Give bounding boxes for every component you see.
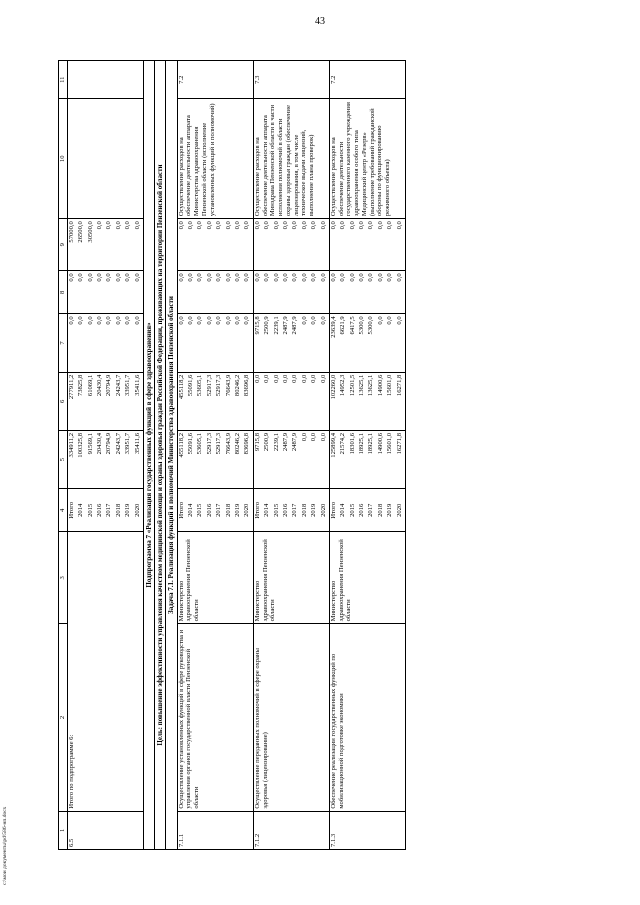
other-sources-cell: 0,0 0,0 0,0 0,0 0,0 0,0 0,0 0,0 xyxy=(329,219,405,271)
local-budget-cell: 0,0 0,0 0,0 0,0 0,0 0,0 0,0 0,0 xyxy=(67,271,143,314)
col-num-9: 9 xyxy=(59,219,68,271)
col-num-10: 10 xyxy=(59,99,68,219)
years-cell: Итого 2014 2015 2016 2017 2018 2019 2020 xyxy=(329,489,405,532)
other-sources-cell: 57000,0 26500,0 30500,0 0,0 0,0 0,0 0,0 0,0 xyxy=(67,219,143,271)
col-num-3: 3 xyxy=(59,532,68,624)
footer-file-path: c:\мои документы\pd\586-нп.docx xyxy=(2,806,8,885)
indicator-cell: 7.2 xyxy=(329,61,405,99)
result-cell: Осуществление расходов на обеспечение деятельности государственного казенного учреждения здравоохранения особого типа Медицинский центр «Резерв» (выполнение требований гражданской обороны по функционированию режимного объекта) xyxy=(329,99,405,219)
col-num-1: 1 xyxy=(59,811,68,849)
indicator-cell: 7.3 xyxy=(253,61,329,99)
col-num-8: 8 xyxy=(59,271,68,314)
col-num-6: 6 xyxy=(59,372,68,430)
rotated-table-container xyxy=(58,60,618,850)
local-budget-cell: 0,0 0,0 0,0 0,0 0,0 0,0 0,0 0,0 xyxy=(329,271,405,314)
measure-name: Осуществление переданных полномочий в сфере охраны здоровья (лицензирование) xyxy=(253,624,329,811)
executor: Министерство здравоохранения Пензенской области xyxy=(329,532,405,624)
row-number: 6.5 xyxy=(67,811,143,849)
total-funding-cell: 9715,8 2500,9 2239,1 2487,9 2487,9 0,0 0,0 0,0 xyxy=(253,430,329,488)
regional-budget-cell: 102260,0 14952,3 12501,5 13625,1 13625,1 14900,6 15601,0 16271,8 xyxy=(329,372,405,430)
table-row xyxy=(329,61,405,850)
total-funding-cell: 125899,4 21574,2 18301,6 18925,1 18925,1 14900,6 15601,0 16271,8 xyxy=(329,430,405,488)
regional-budget-cell: 277911,2 73825,8 61069,1 20430,4 20794,9 24243,7 33951,7 35411,6 xyxy=(67,372,143,430)
years-cell: Итого 2014 2015 2016 2017 2018 2019 2020 xyxy=(67,489,143,532)
years-cell: Итого 2014 2015 2016 2017 2018 2019 2020 xyxy=(253,489,329,532)
regional-budget-cell: 0,0 0,0 0,0 0,0 0,0 0,0 0,0 0,0 xyxy=(253,372,329,430)
table-row xyxy=(253,61,329,850)
measure-name: Осуществление установленных функций в сфере руководства и управления органов государственной власти Пензенской области xyxy=(177,624,253,811)
federal-budget-cell: 9715,8 2500,9 2239,1 2487,9 2487,9 0,0 0,0 0,0 xyxy=(253,314,329,372)
result-cell: Осуществление расходов на обеспечение деятельности аппарата Минздрава Пензенской области в части исполнения полномочий в области охраны здоровья граждан (обеспечение лицензирования, в том числе техническое выдачи лицензий, выполнение плана проверок) xyxy=(253,99,329,219)
goal-row xyxy=(155,61,166,850)
col-num-5: 5 xyxy=(59,430,68,488)
page-number: 43 xyxy=(315,16,325,27)
col-num-4: 4 xyxy=(59,489,68,532)
federal-budget-cell: 23639,4 6621,9 6417,5 5300,0 5300,0 0,0 0,0 0,0 xyxy=(329,314,405,372)
subprogram-6-total-row xyxy=(67,61,143,850)
executor: Министерство здравоохранения Пензенской области xyxy=(177,532,253,624)
goal-text: Цель: повышение эффективности управления качеством медицинской помощи и охраны здоровья граждан Российской Федерации, проживающих на территории Пензенской области xyxy=(155,61,166,850)
subprogram-title-row xyxy=(143,61,154,850)
measure-name: Обеспечение реализации государственных функций по мобилизационной подготовке экономики xyxy=(329,624,405,811)
task-text: Задача 7.1. Реализация функций и полномочий Министерства здравоохранения Пензенской области xyxy=(166,61,177,850)
col-num-2: 2 xyxy=(59,624,68,811)
total-funding-cell: 334911,2 100325,8 91569,1 20430,4 20794,9 24243,7 33951,7 35411,6 xyxy=(67,430,143,488)
regional-budget-cell: 455118,2 55091,6 53605,1 52917,3 52917,3 76643,9 80246,2 83696,8 xyxy=(177,372,253,430)
table-row xyxy=(177,61,253,850)
row-title: Итого по подпрограмме 6: xyxy=(67,532,143,811)
indicator-cell xyxy=(67,61,143,99)
other-sources-cell: 0,0 0,0 0,0 0,0 0,0 0,0 0,0 0,0 xyxy=(253,219,329,271)
federal-budget-cell: 0,0 0,0 0,0 0,0 0,0 0,0 0,0 0,0 xyxy=(177,314,253,372)
task-row xyxy=(166,61,177,850)
col-num-11: 11 xyxy=(59,61,68,99)
federal-budget-cell: 0,0 0,0 0,0 0,0 0,0 0,0 0,0 0,0 xyxy=(67,314,143,372)
program-table xyxy=(58,60,406,850)
executor: Министерство здравоохранения Пензенской области xyxy=(253,532,329,624)
column-number-row xyxy=(59,61,68,850)
result-cell: Осуществление расходов на обеспечение деятельности аппарата Министерства здравоохранения Пензенской области (исполнение установленных функций и полномочий) xyxy=(177,99,253,219)
indicator-cell: 7.2 xyxy=(177,61,253,99)
row-number: 7.1.3 xyxy=(329,811,405,849)
local-budget-cell: 0,0 0,0 0,0 0,0 0,0 0,0 0,0 0,0 xyxy=(253,271,329,314)
total-funding-cell: 455118,2 55091,6 53605,1 52917,3 52917,3 76643,9 80246,2 83696,8 xyxy=(177,430,253,488)
row-number: 7.1.2 xyxy=(253,811,329,849)
other-sources-cell: 0,0 0,0 0,0 0,0 0,0 0,0 0,0 0,0 xyxy=(177,219,253,271)
result-cell xyxy=(67,99,143,219)
subprogram-title: Подпрограмма 7 «Реализация государственных функций в сфере здравоохранения» xyxy=(143,61,154,850)
years-cell: Итого 2014 2015 2016 2017 2018 2019 2020 xyxy=(177,489,253,532)
row-number: 7.1.1 xyxy=(177,811,253,849)
local-budget-cell: 0,0 0,0 0,0 0,0 0,0 0,0 0,0 0,0 xyxy=(177,271,253,314)
col-num-7: 7 xyxy=(59,314,68,372)
